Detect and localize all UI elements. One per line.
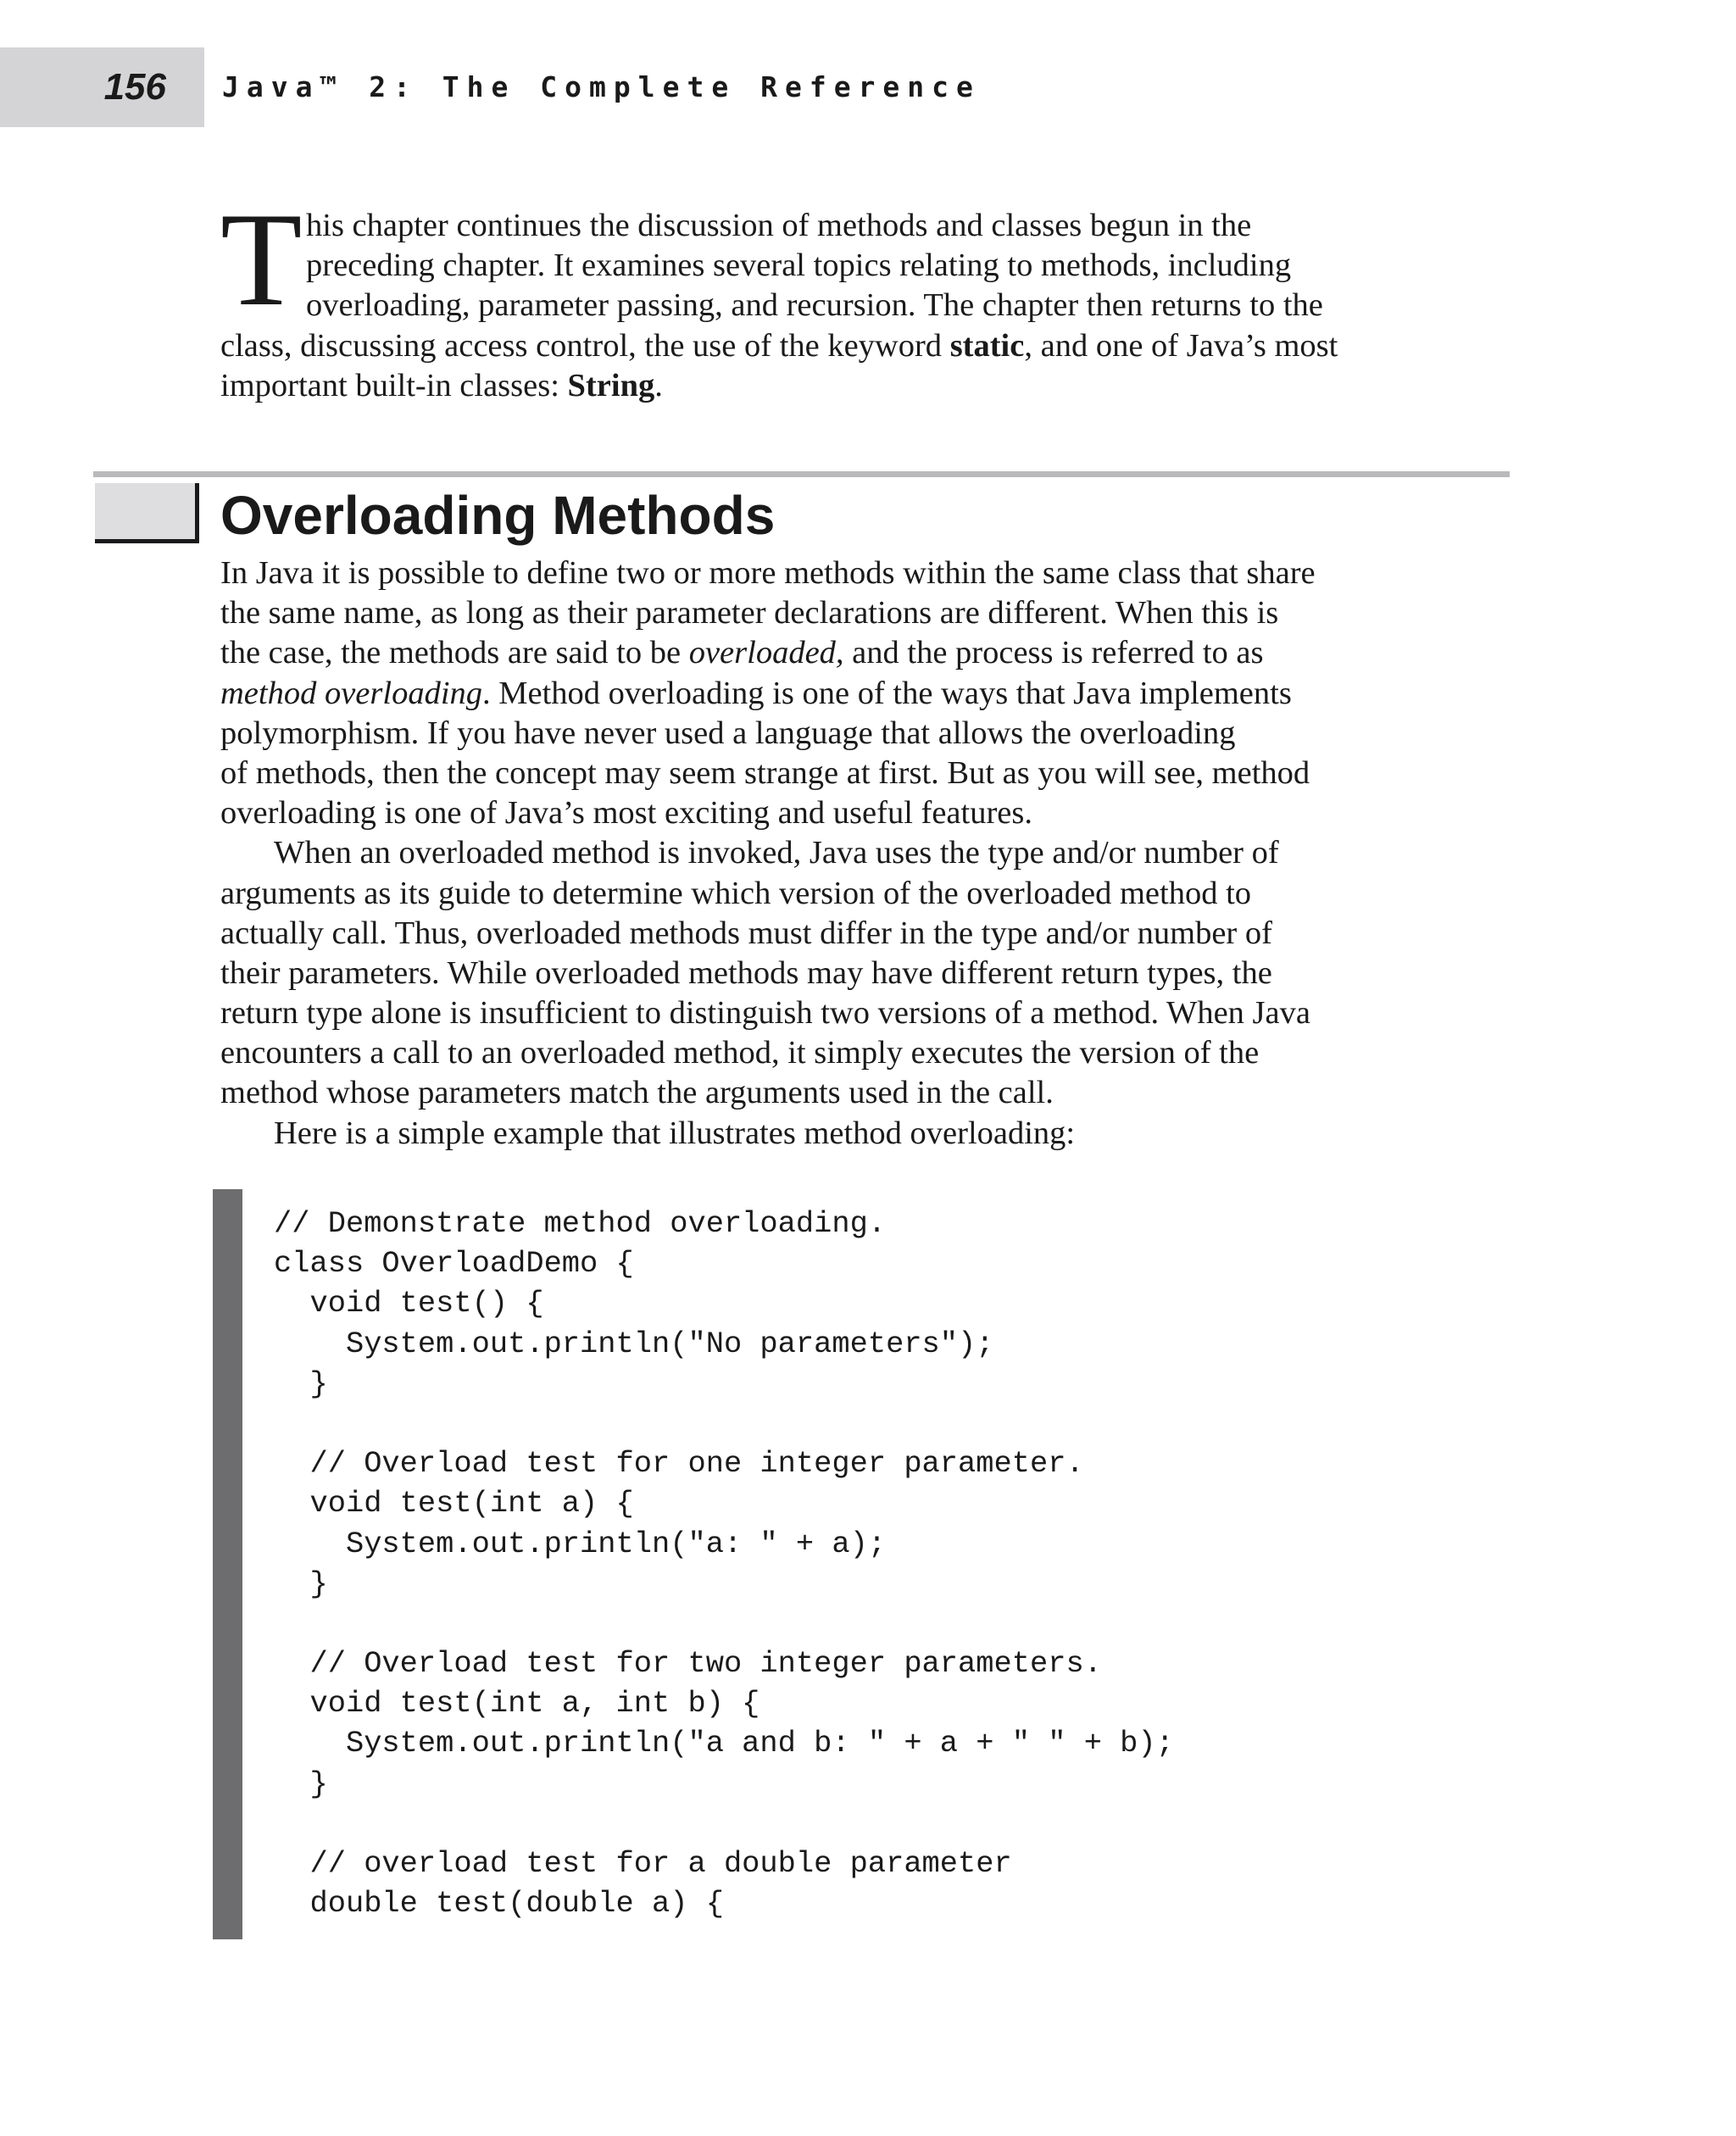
text-run: class, discussing access control, the use of the keyword (220, 327, 950, 364)
page-number: 156 (103, 66, 166, 108)
text-run: Here is a simple example that illustrates method overloading: (274, 1115, 1076, 1151)
italic-term: overloaded, (688, 635, 844, 671)
code-line (274, 1605, 1174, 1644)
text-run: the case, the methods are said to be (220, 635, 689, 671)
text-line (220, 993, 1477, 1033)
text-run: overloading, parameter passing, and recursion. The chapter then returns to the (306, 287, 1323, 324)
code-line: class OverloadDemo { (274, 1247, 634, 1282)
text-run: In Java it is possible to define two or more methods within the same class that share (220, 555, 1316, 591)
code-line: void test(int a) { (274, 1487, 634, 1521)
code-line: System.out.println("a and b: " + a + " " + b); (274, 1727, 1174, 1761)
section-marker (95, 483, 199, 543)
text-line (220, 714, 1477, 754)
text-line (220, 914, 1477, 954)
text-run: the same name, as long as their parameter declarations are different. When this is (220, 595, 1279, 631)
text-line (220, 793, 1477, 833)
text-line (220, 1114, 1477, 1154)
section-body (220, 553, 1477, 1154)
text-run: preceding chapter. It examines several topics relating to methods, including (306, 248, 1292, 284)
code-listing (274, 1204, 1174, 1924)
code-line: System.out.println("a: " + a); (274, 1527, 887, 1561)
italic-term: method overloading (220, 675, 483, 711)
text-line (220, 1073, 1477, 1113)
code-line: void test() { (274, 1287, 544, 1321)
text-run: . (654, 367, 663, 403)
bold-term: static (949, 327, 1025, 364)
text-line (220, 366, 1477, 406)
code-line: // Overload test for one integer parameter. (274, 1447, 1084, 1482)
text-line (220, 833, 1477, 873)
code-line: void test(int a, int b) { (274, 1687, 760, 1722)
text-line (220, 286, 1477, 325)
text-run: . Method overloading is one of the ways that Java implements (482, 675, 1292, 711)
text-line (220, 874, 1477, 914)
text-line (220, 674, 1477, 714)
code-line: // Overload test for two integer parameters. (274, 1647, 1102, 1682)
text-run: When an overloaded method is invoked, Java uses the type and/or number of (274, 835, 1279, 871)
text-line (220, 326, 1477, 366)
drop-cap: T (220, 186, 303, 334)
bold-term: String (567, 367, 655, 403)
text-run: polymorphism. If you have never used a language that allows the overloading (220, 715, 1236, 751)
section-rule (93, 471, 1510, 477)
text-line (220, 954, 1477, 993)
code-line: } (274, 1766, 328, 1801)
text-run: method whose parameters match the arguments used in the call. (220, 1075, 1054, 1111)
text-run: of methods, then the concept may seem strange at first. But as you will see, method (220, 754, 1310, 791)
text-run: return type alone is insufficient to distinguish two versions of a method. When Java (220, 995, 1310, 1032)
page-number-box (0, 47, 204, 127)
text-run: encounters a call to an overloaded method, it simply executes the version of the (220, 1035, 1260, 1071)
running-title: Java™ 2: The Complete Reference (222, 70, 981, 103)
text-run: and the process is referred to as (843, 635, 1264, 671)
code-line: // overload test for a double parameter (274, 1847, 1012, 1881)
section-heading: Overloading Methods (220, 485, 776, 546)
text-line (220, 754, 1477, 793)
intro-paragraph (220, 206, 1477, 406)
text-run: his chapter continues the discussion of methods and classes begun in the (306, 208, 1252, 243)
code-line: } (274, 1366, 328, 1401)
text-line (220, 1033, 1477, 1073)
code-line (274, 1405, 1174, 1444)
code-line (274, 1805, 1174, 1844)
code-line: System.out.println("No parameters"); (274, 1327, 994, 1361)
text-line (220, 553, 1477, 593)
text-run: their parameters. While overloaded methods may have different return types, the (220, 954, 1272, 991)
text-line (220, 246, 1477, 286)
text-line (220, 593, 1477, 633)
text-run: actually call. Thus, overloaded methods must differ in the type and/or number of (220, 915, 1272, 951)
text-run: , and one of Java’s most (1024, 327, 1338, 364)
code-line: double test(double a) { (274, 1887, 724, 1922)
text-line (220, 206, 1477, 246)
text-run: arguments as its guide to determine which version of the overloaded method to (220, 875, 1252, 911)
text-line (220, 633, 1477, 673)
text-run: important built-in classes: (220, 367, 568, 403)
text-run: overloading is one of Java’s most exciting and useful features. (220, 795, 1032, 832)
code-listing-bar (213, 1189, 242, 1939)
code-line: // Demonstrate method overloading. (274, 1207, 887, 1241)
code-line: } (274, 1566, 328, 1601)
